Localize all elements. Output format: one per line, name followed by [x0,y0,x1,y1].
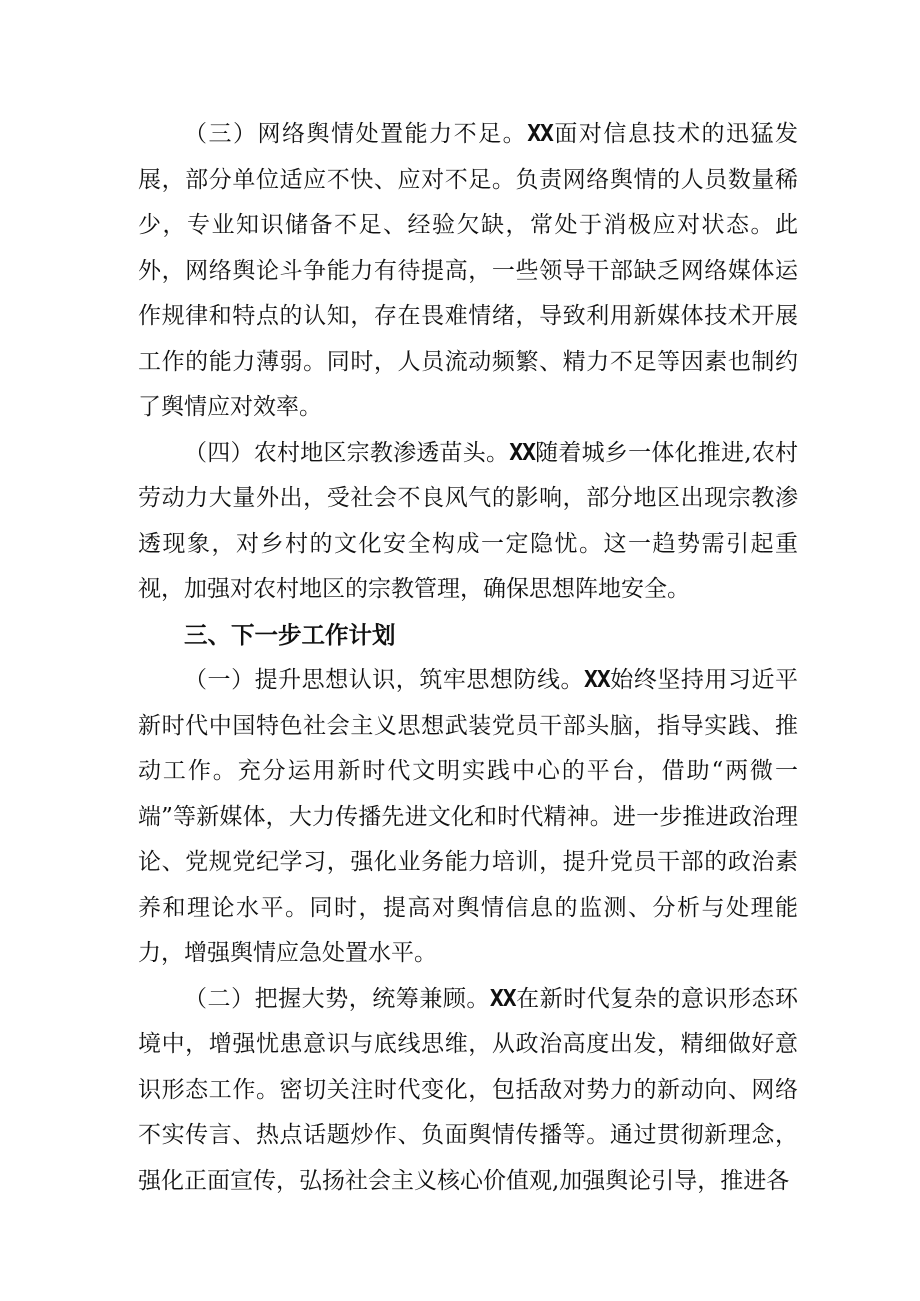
subject-placeholder: XX [489,985,516,1012]
paragraph-lead: （二）把握大势，统筹兼顾。 [184,985,490,1012]
paragraph-text: 面对信息技术的迅猛发展，部分单位适应不快、应对不足。负责网络舆情的人员数量稀少，专业知识储备不足、经验欠缺，常处于消极应对状态。此外，网络舆论斗争能力有待提高，一些领导干部缺乏网络媒体运作规律和特点的认知，存在畏难情绪，导致利用新媒体技术开展工作的能力薄弱。同时，人员流动频繁、精力不足等因素也制约了舆情应对效率。 [138,121,799,420]
section-heading: 三、下一步工作计划 [184,620,396,649]
subject-placeholder: XX [584,667,610,693]
paragraph-network-opinion [138,112,798,431]
subject-placeholder: XX [509,439,535,466]
paragraph-ideological-awareness [138,658,798,977]
paragraph-text: 始终坚持用习近平新时代中国特色社会主义思想武装党员干部头脑，指导实践、推动工作。充分运用新时代文明实践中心的平台，借助“两微一端”等新媒体，大力传播先进文化和时代精神。进一步推进政治理论、党规党纪学习，强化业务能力培训，提升党员干部的政治素养和理论水平。同时，提高对舆情信息的监测、分析与处理能力，增强舆情应急处置水平。 [138,667,799,966]
subject-placeholder: XX [527,121,553,147]
paragraph-lead: （一）提升思想认识，筑牢思想防线。 [184,667,585,693]
paragraph-lead: （四）农村地区宗教渗透苗头。 [184,439,510,466]
paragraph-overall-situation [138,977,798,1205]
paragraph-text: 在新时代复杂的意识形态环境中，增强忧患意识与底线思维，从政治高度出发，精细做好意识形态工作。密切关注时代变化，包括敌对势力的新动向、网络不实传言、热点话题炒作、负面舆情传播等。通过贯彻新理念，强化正面宣传，弘扬社会主义核心价值观,加强舆论引导，推进各 [138,985,799,1194]
paragraph-rural-religion [138,431,798,613]
paragraph-lead: （三）网络舆情处置能力不足。 [184,121,528,147]
paragraph-text: 随着城乡一体化推进,农村劳动力大量外出，受社会不良风气的影响，部分地区出现宗教渗透现象，对乡村的文化安全构成一定隐忧。这一趋势需引起重视，加强对农村地区的宗教管理，确保思想阵地安全。 [138,439,799,602]
document-body [138,112,798,1204]
